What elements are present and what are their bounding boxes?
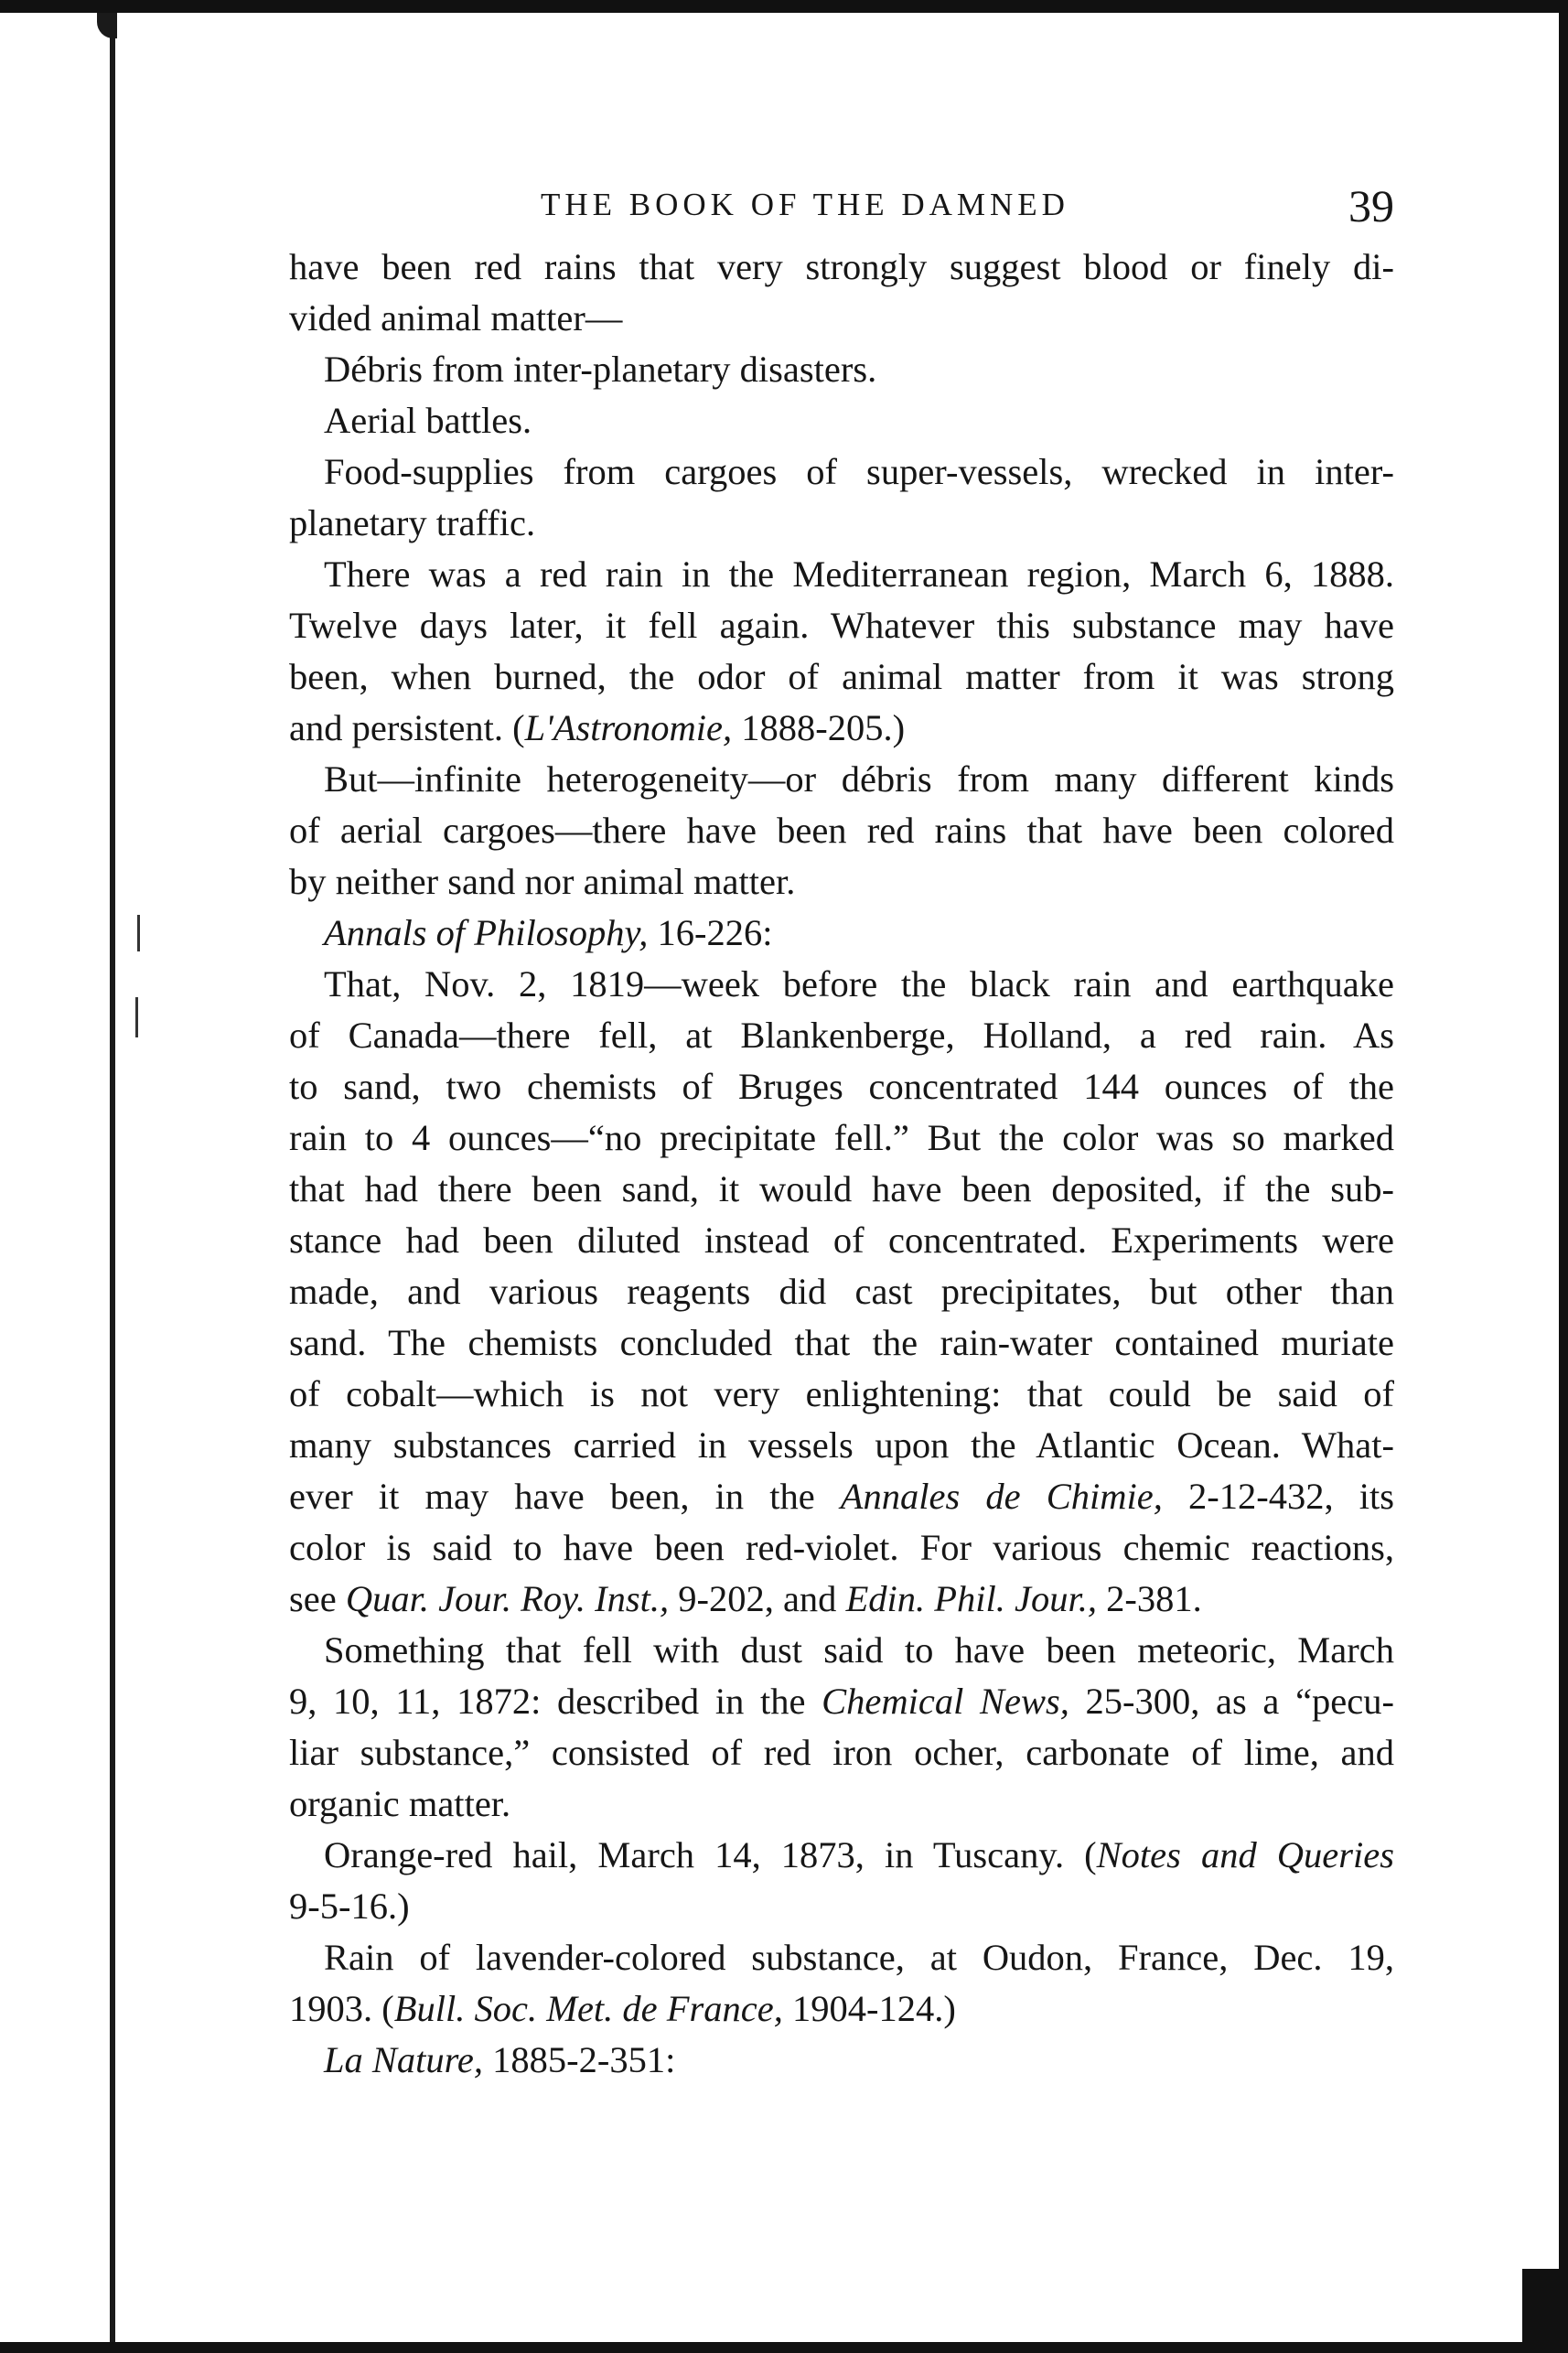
scan-border-right	[1559, 0, 1568, 2353]
text-line: of cobalt—which is not very enlightening: that could be said of	[289, 1373, 1394, 1414]
text-line: Débris from inter-planetary disasters.	[324, 349, 877, 390]
text-line: and persistent. (L'Astronomie, 1888-205.)	[289, 707, 906, 748]
page-number: 39	[1348, 180, 1394, 231]
text-line: Annals of Philosophy, 16-226:	[324, 912, 773, 953]
text-line: 9, 10, 11, 1872: described in the Chemical News, 25-300, as a “pecu-	[289, 1681, 1394, 1722]
text-line: to sand, two chemists of Bruges concentrated 144 ounces of the	[289, 1066, 1394, 1107]
text-line: planetary traffic.	[289, 502, 536, 543]
text-line: sand. The chemists concluded that the rain-water contained muriate	[289, 1322, 1394, 1363]
binding-mark	[135, 997, 138, 1037]
text-line: rain to 4 ounces—“no precipitate fell.” But the color was so marked	[289, 1117, 1394, 1158]
text-line: Rain of lavender-colored substance, at Oudon, France, Dec. 19,	[324, 1937, 1394, 1978]
scan-corner-shadow	[1522, 2269, 1559, 2342]
text-line: been, when burned, the odor of animal matter from it was strong	[289, 656, 1394, 697]
text-line: that had there been sand, it would have been deposited, if the sub-	[289, 1168, 1394, 1209]
scan-border-top	[0, 0, 1568, 13]
running-head	[289, 179, 1394, 234]
text-line: see Quar. Jour. Roy. Inst., 9-202, and Edin. Phil. Jour., 2-381.	[289, 1578, 1202, 1619]
text-line: stance had been diluted instead of concentrated. Experiments were	[289, 1219, 1394, 1261]
text-line: 1903. (Bull. Soc. Met. de France, 1904-124.)	[289, 1988, 956, 2029]
body-text	[289, 242, 1394, 2086]
text-line: organic matter.	[289, 1783, 511, 1824]
text-line: Twelve days later, it fell again. Whatever this substance may have	[289, 605, 1394, 646]
text-line: color is said to have been red-violet. For various chemic reactions,	[289, 1527, 1394, 1568]
text-line: ever it may have been, in the Annales de Chimie, 2-12-432, its	[289, 1476, 1394, 1517]
book-binding-edge	[110, 18, 115, 2342]
text-line: There was a red rain in the Mediterranean region, March 6, 1888.	[324, 553, 1394, 595]
text-line: of Canada—there fell, at Blankenberge, Holland, a red rain. As	[289, 1015, 1394, 1056]
text-line: Food-supplies from cargoes of super-vessels, wrecked in inter-	[324, 451, 1394, 492]
text-line: vided animal matter—	[289, 297, 623, 338]
text-line: Aerial battles.	[324, 400, 532, 441]
running-title: THE BOOK OF THE DAMNED	[541, 187, 1069, 222]
text-line: Orange-red hail, March 14, 1873, in Tuscany. (Notes and Queries	[324, 1834, 1394, 1875]
binding-mark	[137, 915, 140, 951]
text-line: made, and various reagents did cast precipitates, but other than	[289, 1271, 1394, 1312]
text-line: of aerial cargoes—there have been red rains that have been colored	[289, 810, 1394, 851]
text-line: But—infinite heterogeneity—or débris from many different kinds	[324, 758, 1394, 800]
text-line: 9-5-16.)	[289, 1886, 410, 1927]
text-line: many substances carried in vessels upon the Atlantic Ocean. What-	[289, 1424, 1394, 1466]
text-line: La Nature, 1885-2-351:	[324, 2039, 676, 2080]
text-line: by neither sand nor animal matter.	[289, 861, 796, 902]
text-line: Something that fell with dust said to have been meteoric, March	[324, 1629, 1394, 1671]
text-line: have been red rains that very strongly suggest blood or finely di-	[289, 246, 1394, 287]
scan-border-bottom	[0, 2342, 1568, 2353]
text-line: liar substance,” consisted of red iron ocher, carbonate of lime, and	[289, 1732, 1394, 1773]
text-line: That, Nov. 2, 1819—week before the black rain and earthquake	[324, 963, 1394, 1005]
